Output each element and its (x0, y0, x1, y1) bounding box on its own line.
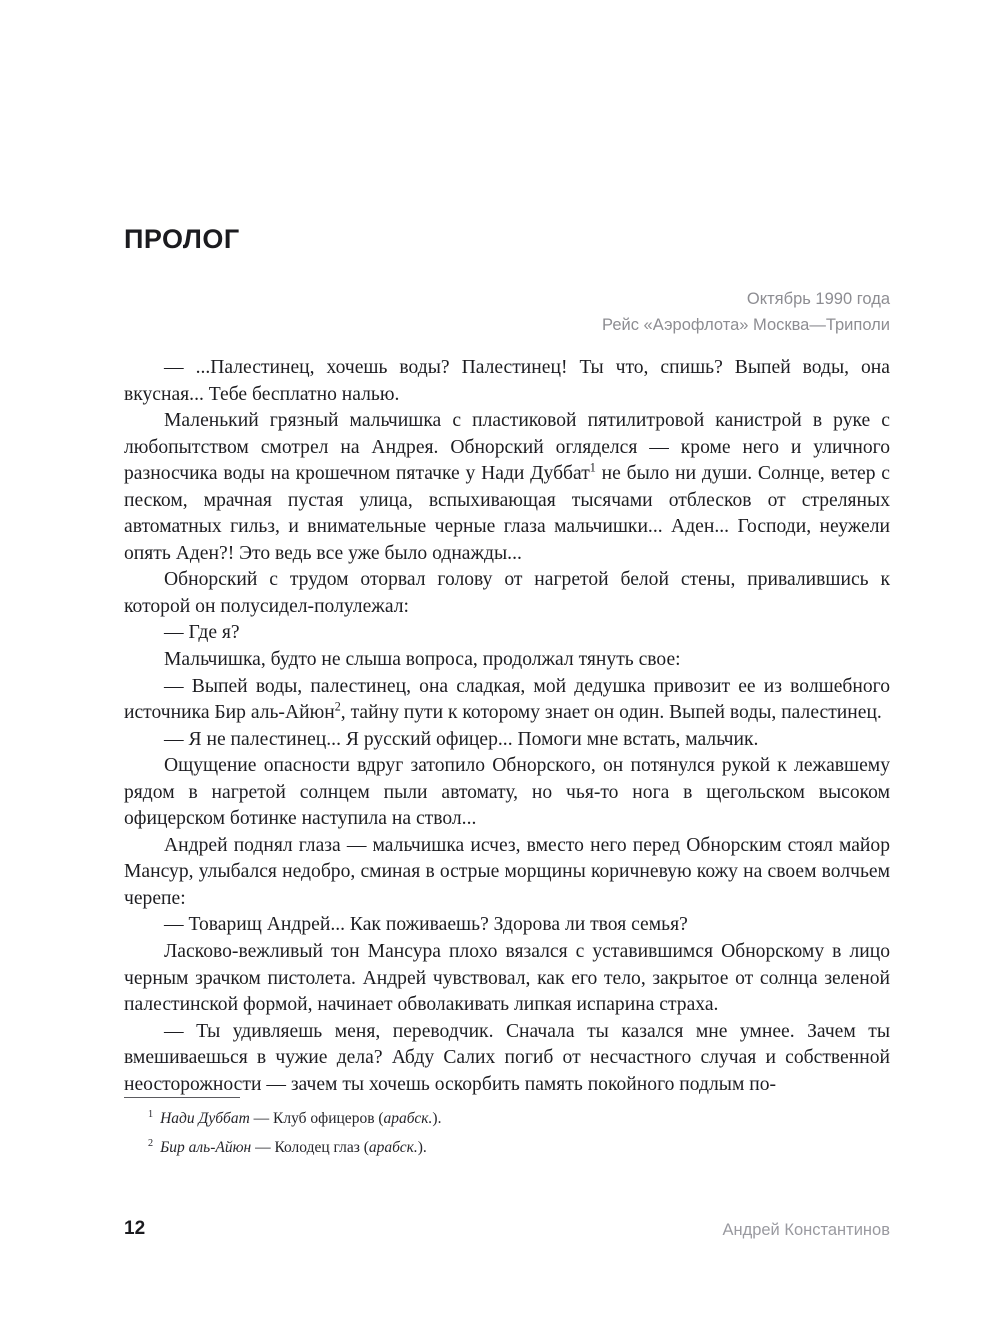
epigraph-line-flight: Рейс «Аэрофлота» Москва—Триполи (602, 316, 890, 334)
paragraph-9: Андрей поднял глаза — мальчишка исчез, вместо него перед Обнорским стоял майор Мансур, улыбался недобро, сминая в острые морщины коричневую кожу на своем волчьем черепе: (124, 834, 890, 909)
body-text (124, 355, 890, 1098)
footnote-language: арабск. (368, 1139, 418, 1156)
page-title: ПРОЛОГ (124, 224, 240, 255)
paragraph-3: Обнорский с трудом оторвал голову от нагретой белой стены, привалившись к которой он полусидел-полулежал: (124, 569, 890, 617)
footnote-ref-2[interactable]: 2 (334, 699, 341, 714)
paragraph-6 (124, 674, 890, 727)
paragraph-5: Мальчишка, будто не слыша вопроса, продолжал тянуть свое: (164, 649, 681, 671)
footnote-dash: — (249, 1110, 274, 1127)
paragraph-2-part-a: Маленький грязный мальчишка с пластиковой пятилитровой канистрой в руке с любопытством смотрел на Андрея. Обнорский огляделся — кроме него и уличного разносчика воды на крошечном пятачке у Нади Дуббат (124, 410, 890, 485)
footnotes-section (124, 1097, 890, 1162)
epigraph-line-date: Октябрь 1990 года (746, 290, 890, 308)
footnote-number: 2 (148, 1137, 154, 1149)
page-number: 12 (124, 1218, 146, 1239)
footnote-item (124, 1133, 890, 1162)
paragraph-10: — Товарищ Андрей... Как поживаешь? Здорова ли твоя семья? (164, 914, 688, 936)
footnote-term: Нади Дуббат (160, 1110, 250, 1127)
epigraph (290, 286, 890, 338)
paragraph-6-part-b: , тайну пути к которому знает он один. Выпей воды, палестинец. (340, 702, 882, 724)
footnote-separator-rule (124, 1097, 240, 1098)
paragraph-11: Ласково-вежливый тон Мансура плохо вязался с уставившимся Обнорскому в лицо черным зрачком пистолета. Андрей чувствовал, как его тело, закрытое от солнца зеленой палестинской формой, начинает обволакивать липкая испарина страха. (124, 941, 890, 1016)
footnote-dash: — (251, 1139, 275, 1156)
footnote-ref-1[interactable]: 1 (589, 460, 596, 475)
paragraph-12: — Ты удивляешь меня, переводчик. Сначала ты казался мне умнее. Зачем ты вмешиваешься в чужие дела? Абду Салих погиб от несчастного случая и собственной неосторожности — зачем ты хочешь оскорбить память покойного подлым по- (124, 1020, 890, 1095)
footnote-item (124, 1104, 890, 1133)
paragraph-2-part-b: не было ни души. Солнце, ветер с песком, мрачная пустая улица, вспыхивающая тысячами отблесков от стреляных автоматных гильз, и внимательные черные глаза мальчишки... Аден... Господи, неужели опять Аден?! Это ведь все уже было однажды... (124, 463, 890, 564)
paragraph-6-part-a: — Выпей воды, палестинец, она сладкая, мой дедушка привозит ее из волшебного источника Бир аль-Айюн (124, 675, 890, 724)
footnote-language: арабск. (383, 1110, 433, 1127)
footnote-tail: ). (417, 1139, 427, 1156)
paragraph-4: — Где я? (164, 622, 240, 644)
paragraph-2 (124, 408, 890, 567)
footnote-definition: Клуб офицеров ( (273, 1110, 384, 1127)
paragraph-1: — ...Палестинец, хочешь воды? Палестинец! Ты что, спишь? Выпей воды, она вкусная... Тебе бесплатно налью. (124, 357, 890, 405)
footnote-tail: ). (432, 1110, 442, 1127)
running-head-author: Андрей Константинов (722, 1221, 890, 1239)
paragraph-8: Ощущение опасности вдруг затопило Обнорского, он потянулся рукой к лежавшему рядом в нагретой солнцем пыли автомату, но чья-то нога в щегольском высоком офицерском ботинке наступила на ствол... (124, 755, 890, 830)
footnote-number: 1 (148, 1108, 154, 1120)
footnote-definition: Колодец глаз ( (274, 1139, 369, 1156)
paragraph-7: — Я не палестинец... Я русский офицер... Помоги мне встать, мальчик. (164, 728, 759, 750)
footnote-term: Бир аль-Айюн (160, 1139, 252, 1156)
